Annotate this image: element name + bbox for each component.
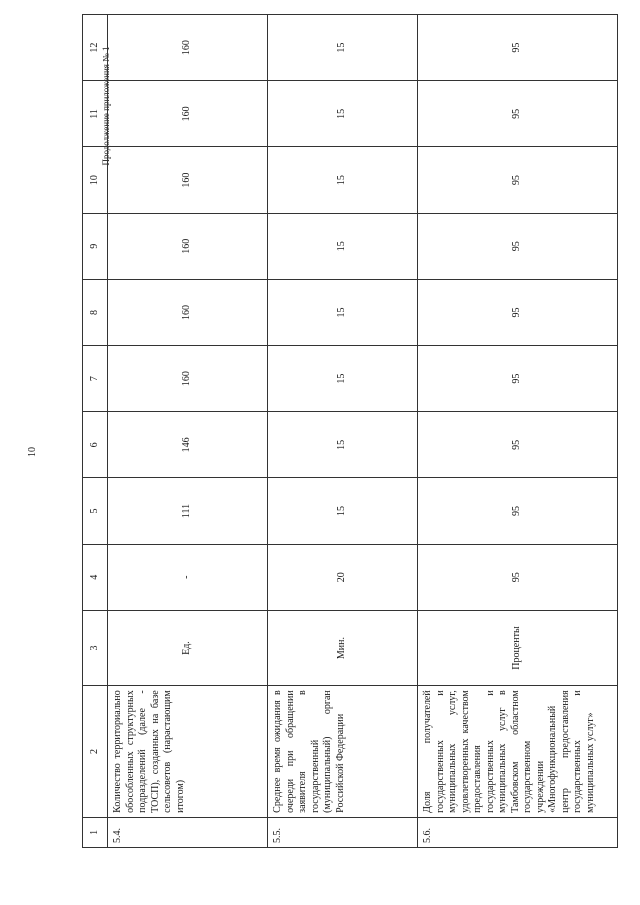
value-cell: 95 (418, 147, 618, 213)
table-container (82, 14, 612, 848)
value-cell: 160 (108, 213, 268, 279)
unit-of-measure: Мин. (268, 610, 418, 685)
value-cell: 95 (418, 81, 618, 147)
value-cell: 95 (418, 346, 618, 412)
column-header: 10 (83, 147, 108, 213)
column-header: 3 (83, 610, 108, 685)
table-row (418, 15, 618, 848)
value-cell: 15 (268, 412, 418, 478)
row-number: 5.6. (418, 817, 618, 847)
indicators-table (82, 14, 618, 848)
unit-of-measure: Ед. (108, 610, 268, 685)
indicator-name: Среднее время ожидания в очереди при обращении заявителя в государственный (муниципальный) орган Российской Федерации (268, 686, 418, 818)
column-header: 11 (83, 81, 108, 147)
value-cell: 160 (108, 81, 268, 147)
value-cell: 95 (418, 213, 618, 279)
indicator-name: Доля получателей государственных и муниципальных услуг, удовлетворенных качеством предоставления государственных и муниципальных услуг в Тамбовском областном государственном учреждении «Многофункциональный центр предоставления государственных и муниципальных услуг» (418, 686, 618, 818)
column-header: 9 (83, 213, 108, 279)
value-cell: 95 (418, 279, 618, 345)
value-cell: 95 (418, 412, 618, 478)
value-cell: - (108, 544, 268, 610)
row-number: 5.4. (108, 817, 268, 847)
rotated-table (82, 14, 612, 848)
value-cell: 146 (108, 412, 268, 478)
value-cell: 160 (108, 279, 268, 345)
column-header: 12 (83, 15, 108, 81)
value-cell: 15 (268, 147, 418, 213)
column-header: 2 (83, 686, 108, 818)
column-header: 4 (83, 544, 108, 610)
value-cell: 15 (268, 279, 418, 345)
value-cell: 160 (108, 15, 268, 81)
value-cell: 20 (268, 544, 418, 610)
value-cell: 95 (418, 478, 618, 544)
page-number: 10 (27, 447, 38, 457)
column-header: 1 (83, 817, 108, 847)
column-header: 5 (83, 478, 108, 544)
unit-of-measure: Проценты (418, 610, 618, 685)
indicator-name: Количество территориально обособленных структурных подразделений (далее - ТОСП), созданных на базе сельсоветов (нарастающим итогом) (108, 686, 268, 818)
table-row (108, 15, 268, 848)
appendix-note: Продолжение приложения № 1 (101, 46, 111, 166)
value-cell: 111 (108, 478, 268, 544)
value-cell: 15 (268, 15, 418, 81)
value-cell: 15 (268, 346, 418, 412)
column-header: 8 (83, 279, 108, 345)
column-header: 6 (83, 412, 108, 478)
table-header-row (83, 15, 108, 848)
value-cell: 95 (418, 15, 618, 81)
column-header: 7 (83, 346, 108, 412)
value-cell: 160 (108, 147, 268, 213)
value-cell: 160 (108, 346, 268, 412)
value-cell: 15 (268, 81, 418, 147)
table-row (268, 15, 418, 848)
row-number: 5.5. (268, 817, 418, 847)
value-cell: 15 (268, 213, 418, 279)
value-cell: 95 (418, 544, 618, 610)
value-cell: 15 (268, 478, 418, 544)
